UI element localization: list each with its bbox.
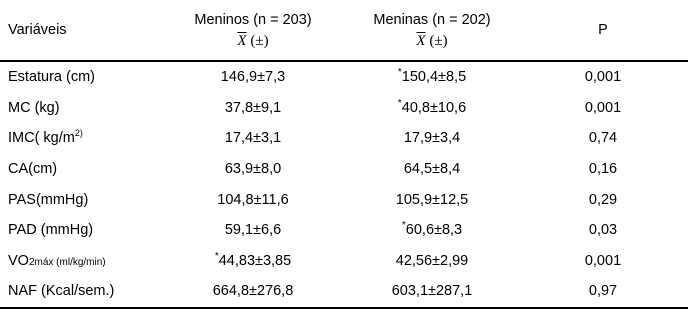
girls-cell [346,276,518,308]
mean-symbol: X [416,32,426,49]
boys-cell [160,246,346,277]
girls-cell [346,123,518,154]
header-boys-stat [160,31,346,51]
variable-cell [0,93,160,124]
table-row [0,93,688,124]
header-girls-stat [346,31,518,51]
boys-cell [160,93,346,124]
girls-cell [346,184,518,215]
variable-cell [0,61,160,93]
variable-cell [0,246,160,277]
girls-value: 42,56±2,99 [395,252,469,269]
table-row [0,276,688,308]
table-row [0,246,688,277]
significance-marker: * [397,98,402,110]
variable-name: IMC( kg/m [8,130,75,147]
boys-value: 44,83±3,85 [218,252,292,269]
boys-cell [160,61,346,93]
variable-name: CA(cm) [8,161,58,178]
significance-marker: * [397,67,402,79]
mean-symbol: X [237,32,247,49]
girls-cell [346,246,518,277]
boys-cell [160,215,346,246]
variable-cell [0,215,160,246]
girls-value: 17,9±3,4 [403,130,461,147]
girls-value: 60,6±8,3 [405,222,463,239]
header-row [0,0,688,61]
girls-value: 40,8±10,6 [401,99,467,116]
variable-name: PAD (mmHg) [8,222,94,239]
girls-value: 64,5±8,4 [403,161,461,178]
variable-name: Estatura (cm) [8,69,96,86]
boys-cell [160,123,346,154]
variable-name: NAF (Kcal/sem.) [8,283,115,300]
header-boys-label: Meninos (n = 203) [194,11,312,28]
boys-value: 59,1±6,6 [224,222,282,239]
table-row [0,61,688,93]
stat-suffix: (±) [246,32,269,49]
table-header [0,0,688,61]
header-girls [346,0,518,61]
table-row [0,123,688,154]
girls-cell [346,154,518,185]
boys-value: 664,8±276,8 [212,283,294,300]
girls-value: 603,1±287,1 [391,283,473,300]
girls-cell [346,61,518,93]
header-girls-label: Meninas (n = 202) [373,11,491,28]
boys-cell [160,184,346,215]
variable-subscript: 2máx (ml/kg/min) [28,256,106,268]
significance-marker: * [214,251,219,263]
p-cell: 0,001 [584,69,622,86]
boys-value: 17,4±3,1 [224,130,282,147]
p-cell: 0,97 [518,276,688,308]
table-row [0,184,688,215]
variable-superscript: 2) [74,128,83,139]
girls-value: 105,9±12,5 [395,191,469,208]
variable-name: PAS(mmHg) [8,191,89,208]
header-boys [160,0,346,61]
p-cell: 0,03 [588,222,618,239]
girls-cell [346,215,518,246]
boys-value: 63,9±8,0 [224,161,282,178]
boys-value: 104,8±11,6 [217,191,289,208]
variable-cell [0,123,160,154]
header-p: P [518,0,688,61]
p-cell: 0,16 [588,161,618,178]
boys-value: 146,9±7,3 [220,69,286,86]
table-row [0,215,688,246]
girls-value: 150,4±8,5 [401,69,467,86]
variable-cell [0,154,160,185]
variable-name: VO [8,252,29,269]
boys-cell [160,276,346,308]
p-cell: 0,29 [588,191,618,208]
p-cell: 0,001 [584,99,622,116]
header-variables: Variáveis [0,0,160,61]
p-cell: 0,001 [584,252,622,269]
girls-cell [346,93,518,124]
variable-cell [0,184,160,215]
boys-value: 37,8±9,1 [224,99,282,116]
p-cell: 0,74 [588,130,618,147]
boys-cell [160,154,346,185]
variable-cell [0,276,160,308]
variable-name: MC (kg) [8,99,60,116]
significance-marker: * [401,220,406,232]
table-row [0,154,688,185]
table-body [0,61,688,308]
stat-suffix: (±) [425,32,448,49]
